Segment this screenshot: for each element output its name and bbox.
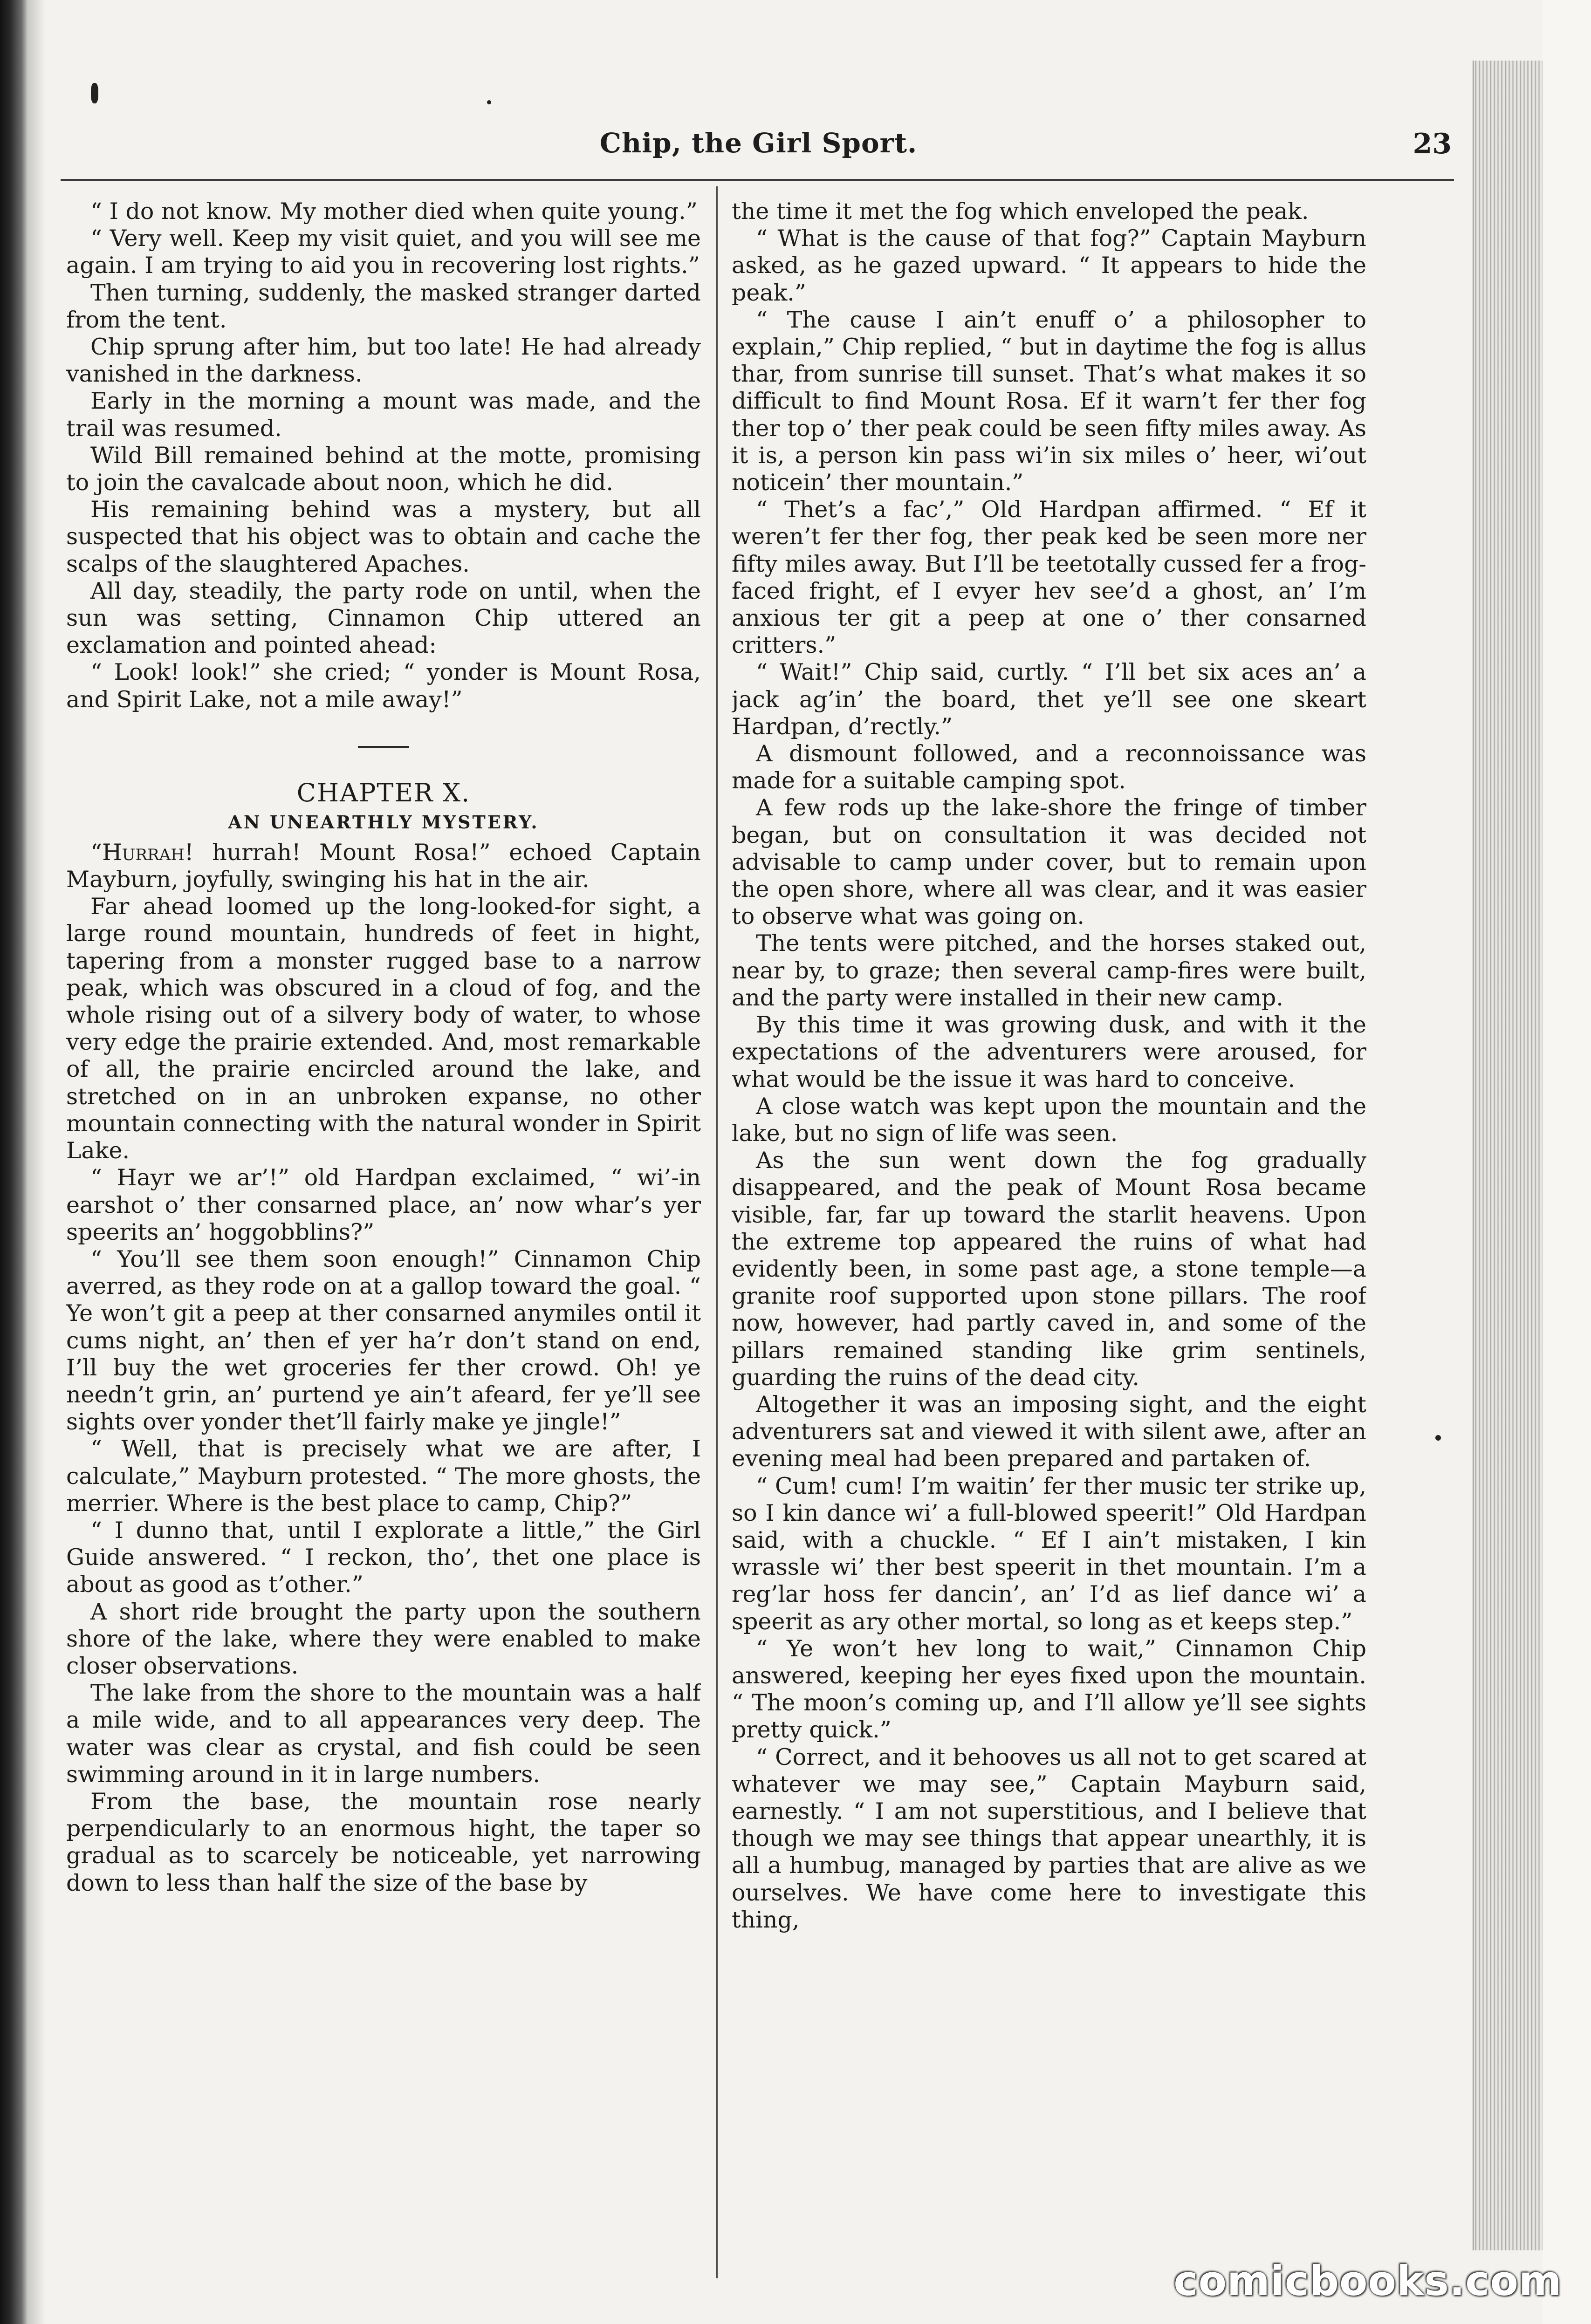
ink-speck [487, 100, 491, 104]
paragraph: “ Hayr we ar’!” old Hardpan exclaimed, “ wi’-in earshot o’ ther consarned place, an’ now whar’s yer speerits an’ hoggobblins?” [66, 1164, 701, 1245]
opening-word: Hurrah! [102, 839, 194, 866]
paragraph: “ Very well. Keep my visit quiet, and you will see me again. I am trying to aid you in recovering lost rights.” [66, 225, 701, 279]
chapter-rule [358, 746, 409, 748]
paragraph: All day, steadily, the party rode on until, when the sun was setting, Cinnamon Chip uttered an exclamation and pointed ahead: [66, 577, 701, 659]
running-title: Chip, the Girl Sport. [599, 127, 918, 159]
paragraph: Altogether it was an imposing sight, and the eight adventurers sat and viewed it with silent awe, after an evening meal had been prepared and partaken of. [732, 1391, 1366, 1472]
paragraph: A short ride brought the party upon the southern shore of the lake, where they were enabled to make closer observations. [66, 1598, 701, 1679]
gutter-shadow [27, 0, 46, 2324]
page-number: 23 [1413, 128, 1452, 160]
paragraph: “ What is the cause of that fog?” Captain Mayburn asked, as he gazed upward. “ It appears to hide the peak.” [732, 225, 1366, 306]
column-divider [716, 186, 718, 2278]
paragraph: “ I dunno that, until I explorate a little,” the Girl Guide answered. “ I reckon, tho’, thet one place is about as good as t’other.” [66, 1517, 701, 1598]
paragraph: Chip sprung after him, but too late! He had already vanished in the darkness. [66, 334, 701, 388]
binding-gutter [0, 0, 27, 2324]
page-edge-stack [1473, 61, 1543, 2250]
paragraph: “ Cum! cum! I’m waitin’ fer ther music ter strike up, so I kin dance wi’ a full-blowed speerit!” Old Hardpan said, with a chuckle. “ Ef I ain’t mistaken, I kin wrassle wi’ ther best speerit in thet mountain. I’m a reg’lar hoss fer dancin’, an’ I’d as lief dance wi’ a speerit as ary other mortal, so long as et keeps step.” [732, 1472, 1366, 1635]
paragraph: “ Correct, and it behooves us all not to get scared at whatever we may see,” Captain Mayburn said, earnestly. “ I am not superstitious, and I believe that though we may see things that appear unearthly, it is all a humbug, managed by parties that are alive as we ourselves. We have come here to investigate this thing, [732, 1743, 1366, 1933]
paragraph: Then turning, suddenly, the masked stranger darted from the tent. [66, 279, 701, 333]
paragraph: The lake from the shore to the mountain was a half a mile wide, and to all appearances very deep. The water was clear as crystal, and fish could be seen swimming around in it in large numbers. [66, 1680, 701, 1788]
paragraph: “ Thet’s a fac’,” Old Hardpan affirmed. “ Ef it weren’t fer ther fog, ther peak ked be seen more ner fifty miles away. But I’ll be teetotally cussed fer a frog-faced fright, ef I evyer hev see’d a ghost, an’ I’m anxious ter git a peep at one o’ ther consarned critters.” [732, 496, 1366, 659]
paragraph: From the base, the mountain rose nearly perpendicularly to an enormous hight, the taper so gradual as to scarcely be noticeable, yet narrowing down to less than half the size of the base by [66, 1788, 701, 1896]
right-column [732, 198, 1366, 2276]
paragraph: “ I do not know. My mother died when quite young.” [90, 198, 698, 225]
opening-rest: hurrah! Mount Rosa!” echoed Captain Mayburn, joyfully, swinging his hat in the air. [66, 839, 701, 893]
chapter-opening-paragraph [66, 839, 701, 893]
paragraph: A close watch was kept upon the mountain and the lake, but no sign of life was seen. [732, 1093, 1366, 1147]
paragraph: A dismount followed, and a reconnoissance was made for a suitable camping spot. [732, 740, 1366, 794]
paragraph: “ The cause I ain’t enuff o’ a philosopher to explain,” Chip replied, “ but in daytime the fog is allus thar, from sunrise till sunset. That’s what makes it so difficult to find Mount Rosa. Ef it warn’t fer ther fog ther top o’ ther peak could be seen fifty miles away. As it is, a person kin pass wi’in six miles o’ heer, wi’out noticein’ ther mountain.” [732, 306, 1366, 496]
chapter-block [66, 746, 701, 835]
watermark-logo: comicbooks.com [1173, 2256, 1562, 2305]
paragraph: Wild Bill remained behind at the motte, promising to join the cavalcade about noon, which he did. [66, 442, 701, 496]
left-column [66, 198, 701, 2276]
opening-quote: “ [90, 839, 103, 866]
paragraph: The tents were pitched, and the horses staked out, near by, to graze; then several camp-fires were built, and the party were installed in their new camp. [732, 930, 1366, 1011]
paragraph: His remaining behind was a mystery, but all suspected that his object was to obtain and cache the scalps of the slaughtered Apaches. [66, 496, 701, 577]
header-rule [61, 179, 1454, 181]
paragraph: A few rods up the lake-shore the fringe of timber began, but on consultation it was decided not advisable to camp under cover, but to remain upon the open shore, where all was clear, and it was easier to observe what was going on. [732, 794, 1366, 930]
running-head [65, 122, 1452, 164]
paragraph: “ You’ll see them soon enough!” Cinnamon Chip averred, as they rode on at a gallop toward the goal. “ Ye won’t git a peep at ther consarned anymiles ontil it cums night, an’ then ef yer ha’r don’t stand on end, I’ll buy the wet groceries fer ther crowd. Oh! ye needn’t grin, an’ purtend ye ain’t afeard, fer ye’ll see sights over yonder thet’ll fairly make ye jingle!” [66, 1245, 701, 1435]
ink-speck [91, 83, 98, 103]
paragraph: Early in the morning a mount was made, and the trail was resumed. [66, 388, 701, 442]
paragraph: the time it met the fog which enveloped the peak. [732, 198, 1309, 225]
paragraph: “ Well, that is precisely what we are after, I calculate,” Mayburn protested. “ The more ghosts, the merrier. Where is the best place to camp, Chip?” [66, 1435, 701, 1517]
paragraph: “ Look! look!” she cried; “ yonder is Mount Rosa, and Spirit Lake, not a mile away!” [66, 659, 701, 713]
paragraph: Far ahead loomed up the long-looked-for sight, a large round mountain, hundreds of feet in hight, tapering from a monster rugged base to a narrow peak, which was obscured in a cloud of fog, and the whole rising out of a silvery body of water, to whose very edge the prairie extended. And, most remarkable of all, the prairie encircled around the lake, and stretched on in an unbroken expanse, no other mountain connecting with the natural wonder in Spirit Lake. [66, 893, 701, 1164]
right-margin [1543, 0, 1591, 2324]
paragraph: “ Ye won’t hev long to wait,” Cinnamon Chip answered, keeping her eyes fixed upon the mountain. “ The moon’s coming up, and I’ll allow ye’ll see sights pretty quick.” [732, 1635, 1366, 1743]
paragraph: By this time it was growing dusk, and with it the expectations of the adventurers were aroused, for what would be the issue it was hard to conceive. [732, 1012, 1366, 1093]
chapter-heading: CHAPTER X. [296, 778, 471, 807]
ink-speck [1435, 1435, 1441, 1441]
chapter-subtitle: AN UNEARTHLY MYSTERY. [228, 811, 539, 833]
paragraph: As the sun went down the fog gradually disappeared, and the peak of Mount Rosa became visible, far, far up toward the starlit heavens. Upon the extreme top appeared the ruins of what had evidently been, in some past age, a stone temple—a granite roof supported upon stone pillars. The roof now, however, had partly caved in, and some of the pillars remained standing like grim sentinels, guarding the ruins of the dead city. [732, 1147, 1366, 1391]
paragraph: “ Wait!” Chip said, curtly. “ I’ll bet six aces an’ a jack ag’in’ the board, thet ye’ll see one skeart Hardpan, d’rectly.” [732, 659, 1366, 740]
